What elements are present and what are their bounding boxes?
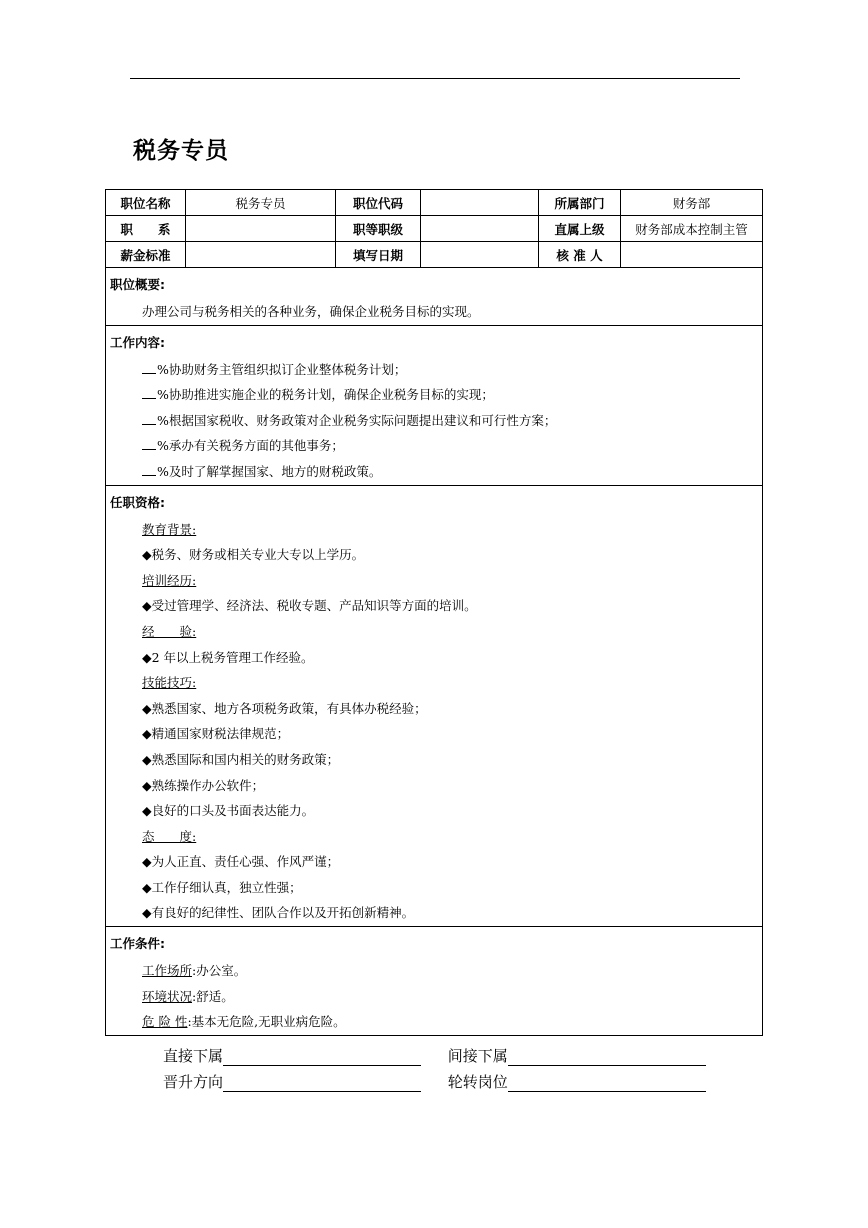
blank-underline xyxy=(142,463,156,476)
value-salary-standard xyxy=(186,242,336,268)
training-label: 培训经历: xyxy=(142,572,197,588)
blank-underline xyxy=(142,361,156,374)
overview-heading: 职位概要: xyxy=(110,277,165,292)
list-item: ◆熟悉国家、地方各项税务政策，有具体办税经验； xyxy=(142,700,427,716)
value-job-grade xyxy=(421,216,539,242)
direct-subordinates-label: 直接下属 xyxy=(163,1047,224,1065)
direct-subordinates-blank xyxy=(223,1049,421,1066)
label-job-grade: 职等职级 xyxy=(336,216,421,242)
rotation-post-blank xyxy=(508,1075,706,1092)
label-department: 所属部门 xyxy=(539,190,621,216)
list-item: ◆税务、财务或相关专业大专以上学历。 xyxy=(142,547,365,563)
label-position-name: 职位名称 xyxy=(106,190,186,216)
label-job-family: 职 系 xyxy=(106,216,186,242)
list-item: %及时了解掌握国家、地方的财税政策。 xyxy=(110,459,758,485)
section-conditions xyxy=(106,927,763,1036)
list-item: 环境状况:舒适。 xyxy=(142,988,234,1004)
list-item: ◆2 年以上税务管理工作经验。 xyxy=(142,649,314,665)
label-approver: 核 准 人 xyxy=(539,242,621,268)
promotion-path-label: 晋升方向 xyxy=(163,1073,224,1091)
skills-label: 技能技巧: xyxy=(142,675,197,691)
qualifications-heading: 任职资格: xyxy=(110,494,165,510)
value-position-code xyxy=(421,190,539,216)
header-rule xyxy=(130,78,740,79)
overview-text: 办理公司与税务相关的各种业务，确保企业税务目标的实现。 xyxy=(142,304,480,319)
blank-underline xyxy=(142,412,156,425)
indirect-subordinates-blank xyxy=(508,1049,706,1066)
value-position-name: 税务专员 xyxy=(186,190,336,216)
section-overview xyxy=(106,268,763,326)
table-row xyxy=(106,242,763,268)
list-item: 危 险 性:基本无危险,无职业病危险。 xyxy=(142,1014,346,1030)
footer-row-career xyxy=(163,1071,706,1092)
duties-heading: 工作内容: xyxy=(110,334,165,350)
list-item: 工作场所:办公室。 xyxy=(142,963,247,979)
list-item: ◆精通国家财税法律规范； xyxy=(142,726,290,742)
attitude-label: 态 度: xyxy=(142,828,197,844)
rotation-post-label: 轮转岗位 xyxy=(447,1073,508,1091)
list-item: ◆熟练操作办公软件； xyxy=(142,777,265,793)
value-department: 财务部 xyxy=(621,190,763,216)
section-duties xyxy=(106,325,763,485)
section-qualifications xyxy=(106,485,763,927)
value-job-family xyxy=(186,216,336,242)
conditions-heading: 工作条件: xyxy=(110,936,165,952)
table-row xyxy=(106,190,763,216)
list-item: ◆为人正直、责任心强、作风严谨； xyxy=(142,854,340,870)
list-item: ◆工作仔细认真，独立性强； xyxy=(142,879,302,895)
document-title: 税务专员 xyxy=(133,138,229,164)
promotion-path-blank xyxy=(223,1075,421,1092)
list-item: %根据国家税收、财务政策对企业税务实际问题提出建议和可行性方案； xyxy=(110,408,758,434)
value-direct-supervisor: 财务部成本控制主管 xyxy=(621,216,763,242)
list-item: %协助推进实施企业的税务计划，确保企业税务目标的实现； xyxy=(110,382,758,408)
blank-underline xyxy=(142,386,156,399)
indirect-subordinates-label: 间接下属 xyxy=(447,1047,508,1065)
footer-row-subordinates xyxy=(163,1045,706,1066)
list-item: ◆熟悉国际和国内相关的财务政策； xyxy=(142,751,340,767)
list-item: %承办有关税务方面的其他事务； xyxy=(110,433,758,459)
value-fill-date xyxy=(421,242,539,268)
job-description-table xyxy=(105,189,763,1036)
list-item: %协助财务主管组织拟订企业整体税务计划； xyxy=(110,357,758,383)
table-row xyxy=(106,216,763,242)
label-direct-supervisor: 直属上级 xyxy=(539,216,621,242)
education-label: 教育背景: xyxy=(142,521,197,537)
list-item: ◆良好的口头及书面表达能力。 xyxy=(142,803,315,819)
value-approver xyxy=(621,242,763,268)
label-position-code: 职位代码 xyxy=(336,190,421,216)
blank-underline xyxy=(142,437,156,450)
label-salary-standard: 薪金标准 xyxy=(106,242,186,268)
list-item: ◆受过管理学、经济法、税收专题、产品知识等方面的培训。 xyxy=(142,598,477,614)
label-fill-date: 填写日期 xyxy=(336,242,421,268)
list-item: ◆有良好的纪律性、团队合作以及开拓创新精神。 xyxy=(142,905,415,921)
experience-label: 经 验: xyxy=(142,623,197,639)
